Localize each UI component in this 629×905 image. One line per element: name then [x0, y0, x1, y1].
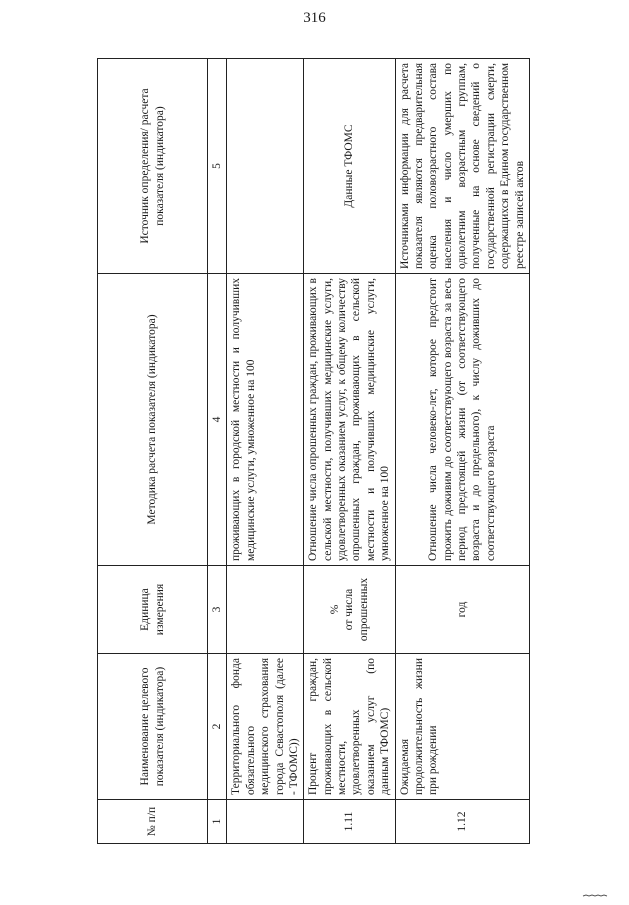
column-number: 3: [208, 566, 227, 654]
unit-line: от числа: [343, 588, 356, 631]
indicator-name: Территориального фонда обязательного медицинского страхования города Севастополя (далее - ТФОМС)): [227, 654, 304, 800]
table-header-row: [98, 59, 208, 844]
indicator-unit: [304, 566, 395, 654]
column-number: 2: [208, 654, 227, 800]
row-number: 1.11: [304, 800, 395, 844]
indicator-unit: год: [395, 566, 529, 654]
indicator-name: Ожидаемая продолжительность жизни при рождении: [395, 654, 529, 800]
table-row: [227, 59, 304, 844]
indicator-source: Источниками информации для расчета показателя являются предварительная оценка половозрастного состава населения и число умерших по однолетним возрастным группам, полученные на основе сведений о государственной регистрации смерти, содержащихся в Едином государственном реестре записей актов: [395, 59, 529, 274]
column-number: 5: [208, 59, 227, 274]
column-number-row: [208, 59, 227, 844]
indicator-method: Отношение числа человеко-лет, которое предстоит прожить доживим до соответствующего возраста за весь период предстоящей жизни (от соответствующего возраста и до предельного), к числу доживших до соответствующего возраста: [395, 274, 529, 566]
indicator-source: [227, 59, 304, 274]
indicator-method: Отношение числа опрошенных граждан, проживающих в сельской местности, получивших медицинские услуги, удовлетворенных оказанием услуг, к общему количеству опрошенных граждан, проживающих в сельской местности и получивших медицинские услуги, умноженное на 100: [304, 274, 395, 566]
header-col-number: № п/п: [98, 800, 208, 844]
column-number: 1: [208, 800, 227, 844]
table-row: [304, 59, 395, 844]
row-number: [227, 800, 304, 844]
column-number: 4: [208, 274, 227, 566]
unit-line: %: [328, 604, 341, 615]
header-col-source: Источник определения/ расчета показателя (индикатора): [98, 59, 208, 274]
page-number: 316: [303, 10, 326, 26]
scribble-mark-icon: [582, 893, 610, 898]
indicator-name: Процент граждан, проживающих в сельской местности, удовлетворенных оказанием услуг (по данным ТФОМС): [304, 654, 395, 800]
indicator-unit: [227, 566, 304, 654]
header-col-unit: Единица измерения: [98, 566, 208, 654]
indicator-method: проживающих в городской местности и получивших медицинские услуги, умноженное на 100: [227, 274, 304, 566]
indicators-table: [97, 58, 530, 844]
rotated-table-wrapper: [97, 59, 526, 844]
indicator-source: Данные ТФОМС: [304, 59, 395, 274]
table-row: [395, 59, 529, 844]
header-col-name: Наименование целевого показателя (индикатора): [98, 654, 208, 800]
row-number: 1.12: [395, 800, 529, 844]
header-col-method: Методика расчета показателя (индикатора): [98, 274, 208, 566]
unit-line: опрошенных: [357, 577, 370, 642]
